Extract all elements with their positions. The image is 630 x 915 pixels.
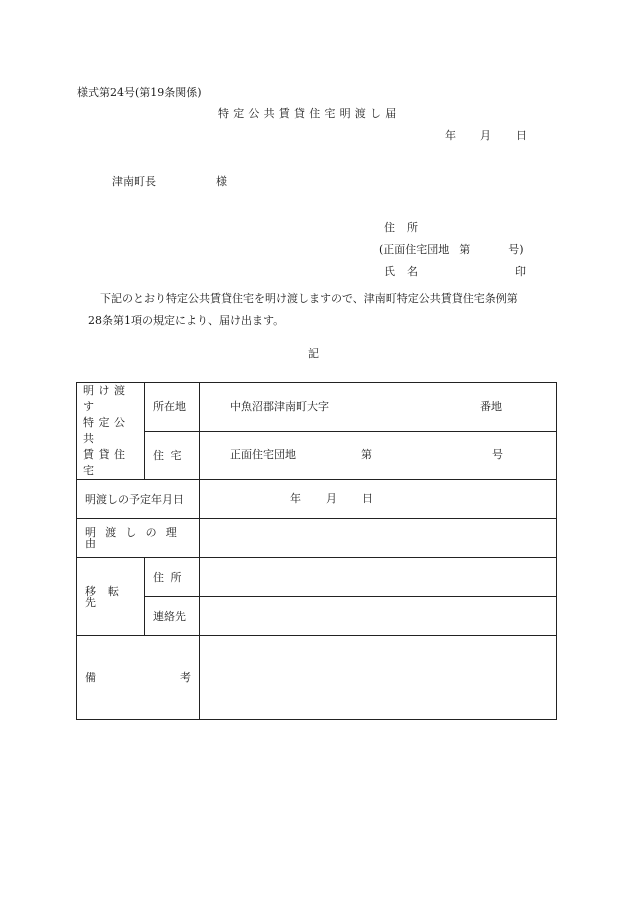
- document-title: 特定公共賃貸住宅明渡し届: [218, 107, 401, 120]
- remarks-label-char1: 備: [85, 671, 96, 684]
- house-dai: 第: [361, 448, 372, 462]
- location-value: 中魚沼郡津南町大字: [230, 399, 329, 413]
- property-group-label-line2: 特定公共: [83, 416, 130, 445]
- location-field[interactable]: [200, 383, 557, 432]
- sender-name: [384, 266, 430, 277]
- move-out-date-year: 年: [290, 492, 301, 505]
- remarks-label: [77, 636, 200, 720]
- reason-label: 明渡しの理由: [77, 519, 200, 558]
- notification-form-table: [76, 382, 557, 720]
- relocation-contact-field[interactable]: [200, 597, 557, 636]
- sender-unit-complex: (正面住宅団地: [379, 243, 450, 256]
- addressee-honorific: 様: [216, 175, 227, 188]
- sender-unit-dai: 第: [459, 243, 471, 256]
- sender-address-label: 住所: [384, 221, 430, 234]
- body-line-2: 28条第1項の規定により、届け出ます。: [88, 314, 285, 327]
- sender-address: [384, 222, 430, 233]
- relocation-label: 移転先: [77, 558, 145, 636]
- move-out-date-month: 月: [326, 492, 337, 505]
- relocation-address-field[interactable]: [200, 558, 557, 597]
- location-label: 所在地: [145, 383, 200, 432]
- date-day-label: 日: [516, 129, 527, 142]
- ki-heading: 記: [308, 347, 319, 360]
- form-number: 様式第24号(第19条関係): [77, 86, 202, 99]
- date-year-label: 年: [445, 129, 456, 142]
- move-out-date-field[interactable]: [200, 480, 557, 519]
- property-group-label-line3: 賃貸住宅: [83, 448, 130, 477]
- location-suffix: 番地: [480, 399, 502, 413]
- body-line-1: 下記のとおり特定公共賃貸住宅を明け渡しますので、津南町特定公共賃貸住宅条例第: [100, 292, 518, 305]
- sender-name-label: 氏名: [384, 265, 430, 278]
- relocation-address-label: 住所: [145, 558, 200, 597]
- property-group-label-line1: 明け渡す: [83, 384, 130, 413]
- relocation-contact-label: 連絡先: [145, 597, 200, 636]
- addressee-name: 津南町長: [112, 175, 156, 188]
- move-out-date-day: 日: [362, 492, 373, 505]
- remarks-label-char2: 考: [180, 671, 191, 684]
- house-field[interactable]: [200, 431, 557, 480]
- house-label: 住宅: [145, 431, 200, 480]
- move-out-date-label: 明渡しの予定年月日: [77, 480, 200, 519]
- body-paragraph: [88, 288, 558, 332]
- addressee: [112, 176, 227, 187]
- date-month-label: 月: [480, 129, 491, 142]
- remarks-field[interactable]: [200, 636, 557, 720]
- property-group-label: [77, 383, 145, 480]
- reason-field[interactable]: [200, 519, 557, 558]
- house-go: 号: [492, 448, 503, 462]
- sender-unit: [379, 244, 524, 255]
- house-value: 正面住宅団地: [230, 448, 296, 462]
- sender-unit-go: 号): [508, 243, 524, 256]
- seal-mark: 印: [515, 265, 526, 278]
